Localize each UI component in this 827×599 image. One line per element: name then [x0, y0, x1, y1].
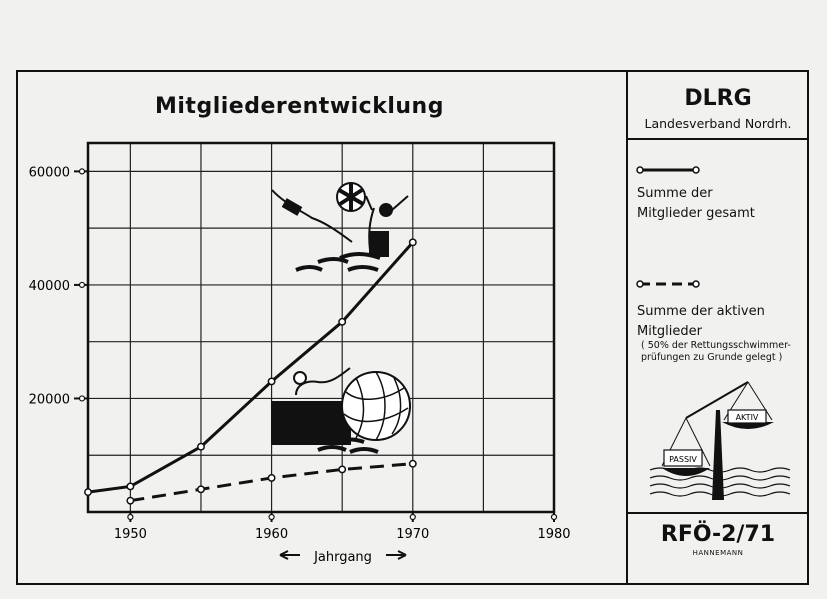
- series-total-point: [85, 489, 91, 495]
- rescue-net-icon: [342, 372, 410, 440]
- scale-post: [712, 410, 724, 500]
- y-tick-dot: [80, 396, 85, 401]
- series-active-point: [127, 497, 133, 503]
- x-axis-label: Jahrgang: [314, 550, 372, 565]
- water-waves-top: [296, 254, 380, 270]
- scale-pan-left: [662, 468, 710, 476]
- lifeguard-illustration: [272, 368, 410, 452]
- rescuer-head: [294, 372, 306, 384]
- y-tick-label: 60000: [28, 165, 70, 181]
- legend-note: [641, 340, 791, 364]
- y-tick-dot: [80, 282, 85, 287]
- legend-note-line1: ( 50% der Rettungsschwimmer-: [641, 340, 791, 351]
- illustrations: [272, 183, 410, 452]
- document-code: RFÖ-2/71: [660, 522, 776, 547]
- x-axis-label-group: [280, 550, 406, 565]
- brand-subtitle: Landesverband Nordrh.: [644, 116, 792, 131]
- series-total-point: [198, 444, 204, 450]
- arrow-left-icon: [280, 551, 300, 559]
- legend-total-label: [637, 184, 755, 224]
- chart-title: Mitgliederentwicklung: [155, 94, 444, 119]
- x-tick-dot: [552, 515, 557, 520]
- legend-total-swatch: [637, 167, 699, 173]
- series-total-point: [410, 239, 416, 245]
- x-tick-label: 1960: [255, 527, 289, 542]
- balance-scale-illustration: [650, 382, 790, 500]
- scale-label-active: AKTIV: [735, 413, 759, 422]
- series-total-point: [127, 483, 133, 489]
- swimmers-illustration: [272, 183, 408, 270]
- series-active-point: [268, 475, 274, 481]
- x-tick-dot: [410, 515, 415, 520]
- series-total-point: [339, 319, 345, 325]
- legend-active-label: [637, 302, 765, 342]
- author-name: HANNEMANN: [692, 549, 744, 557]
- series-active-point: [339, 466, 345, 472]
- plot-border: [88, 143, 554, 512]
- swimmer-left-trunks: [283, 200, 301, 215]
- legend-note-line2: prüfungen zu Grunde gelegt ): [641, 352, 783, 363]
- series-total-point: [268, 378, 274, 384]
- x-tick-dot: [128, 515, 133, 520]
- series-active-point: [410, 461, 416, 467]
- legend-active-line1: Summe der aktiven: [637, 304, 765, 319]
- scale-label-passive: PASSIV: [669, 455, 697, 464]
- y-tick-dot: [80, 169, 85, 174]
- boat-hull: [272, 402, 350, 444]
- chart-series: [85, 239, 416, 504]
- series-active-point: [198, 486, 204, 492]
- legend-active-line2: Mitglieder: [637, 324, 702, 339]
- x-tick-dot: [269, 515, 274, 520]
- swimmer-right-head: [380, 204, 392, 216]
- y-tick-label: 20000: [28, 392, 70, 408]
- legend-total-line1: Summe der: [637, 186, 713, 201]
- brand-name: DLRG: [684, 86, 752, 111]
- chart-grid: [88, 143, 554, 512]
- y-tick-label: 40000: [28, 278, 70, 294]
- x-tick-label: 1950: [113, 527, 147, 542]
- arrow-right-icon: [386, 551, 406, 559]
- x-tick-label: 1980: [537, 527, 571, 542]
- legend-active-swatch: [637, 281, 699, 287]
- swimmer-right-suit: [370, 232, 388, 256]
- x-tick-label: 1970: [396, 527, 430, 542]
- legend-total-line2: Mitglieder gesamt: [637, 206, 755, 221]
- chart-ticks: [29, 165, 571, 542]
